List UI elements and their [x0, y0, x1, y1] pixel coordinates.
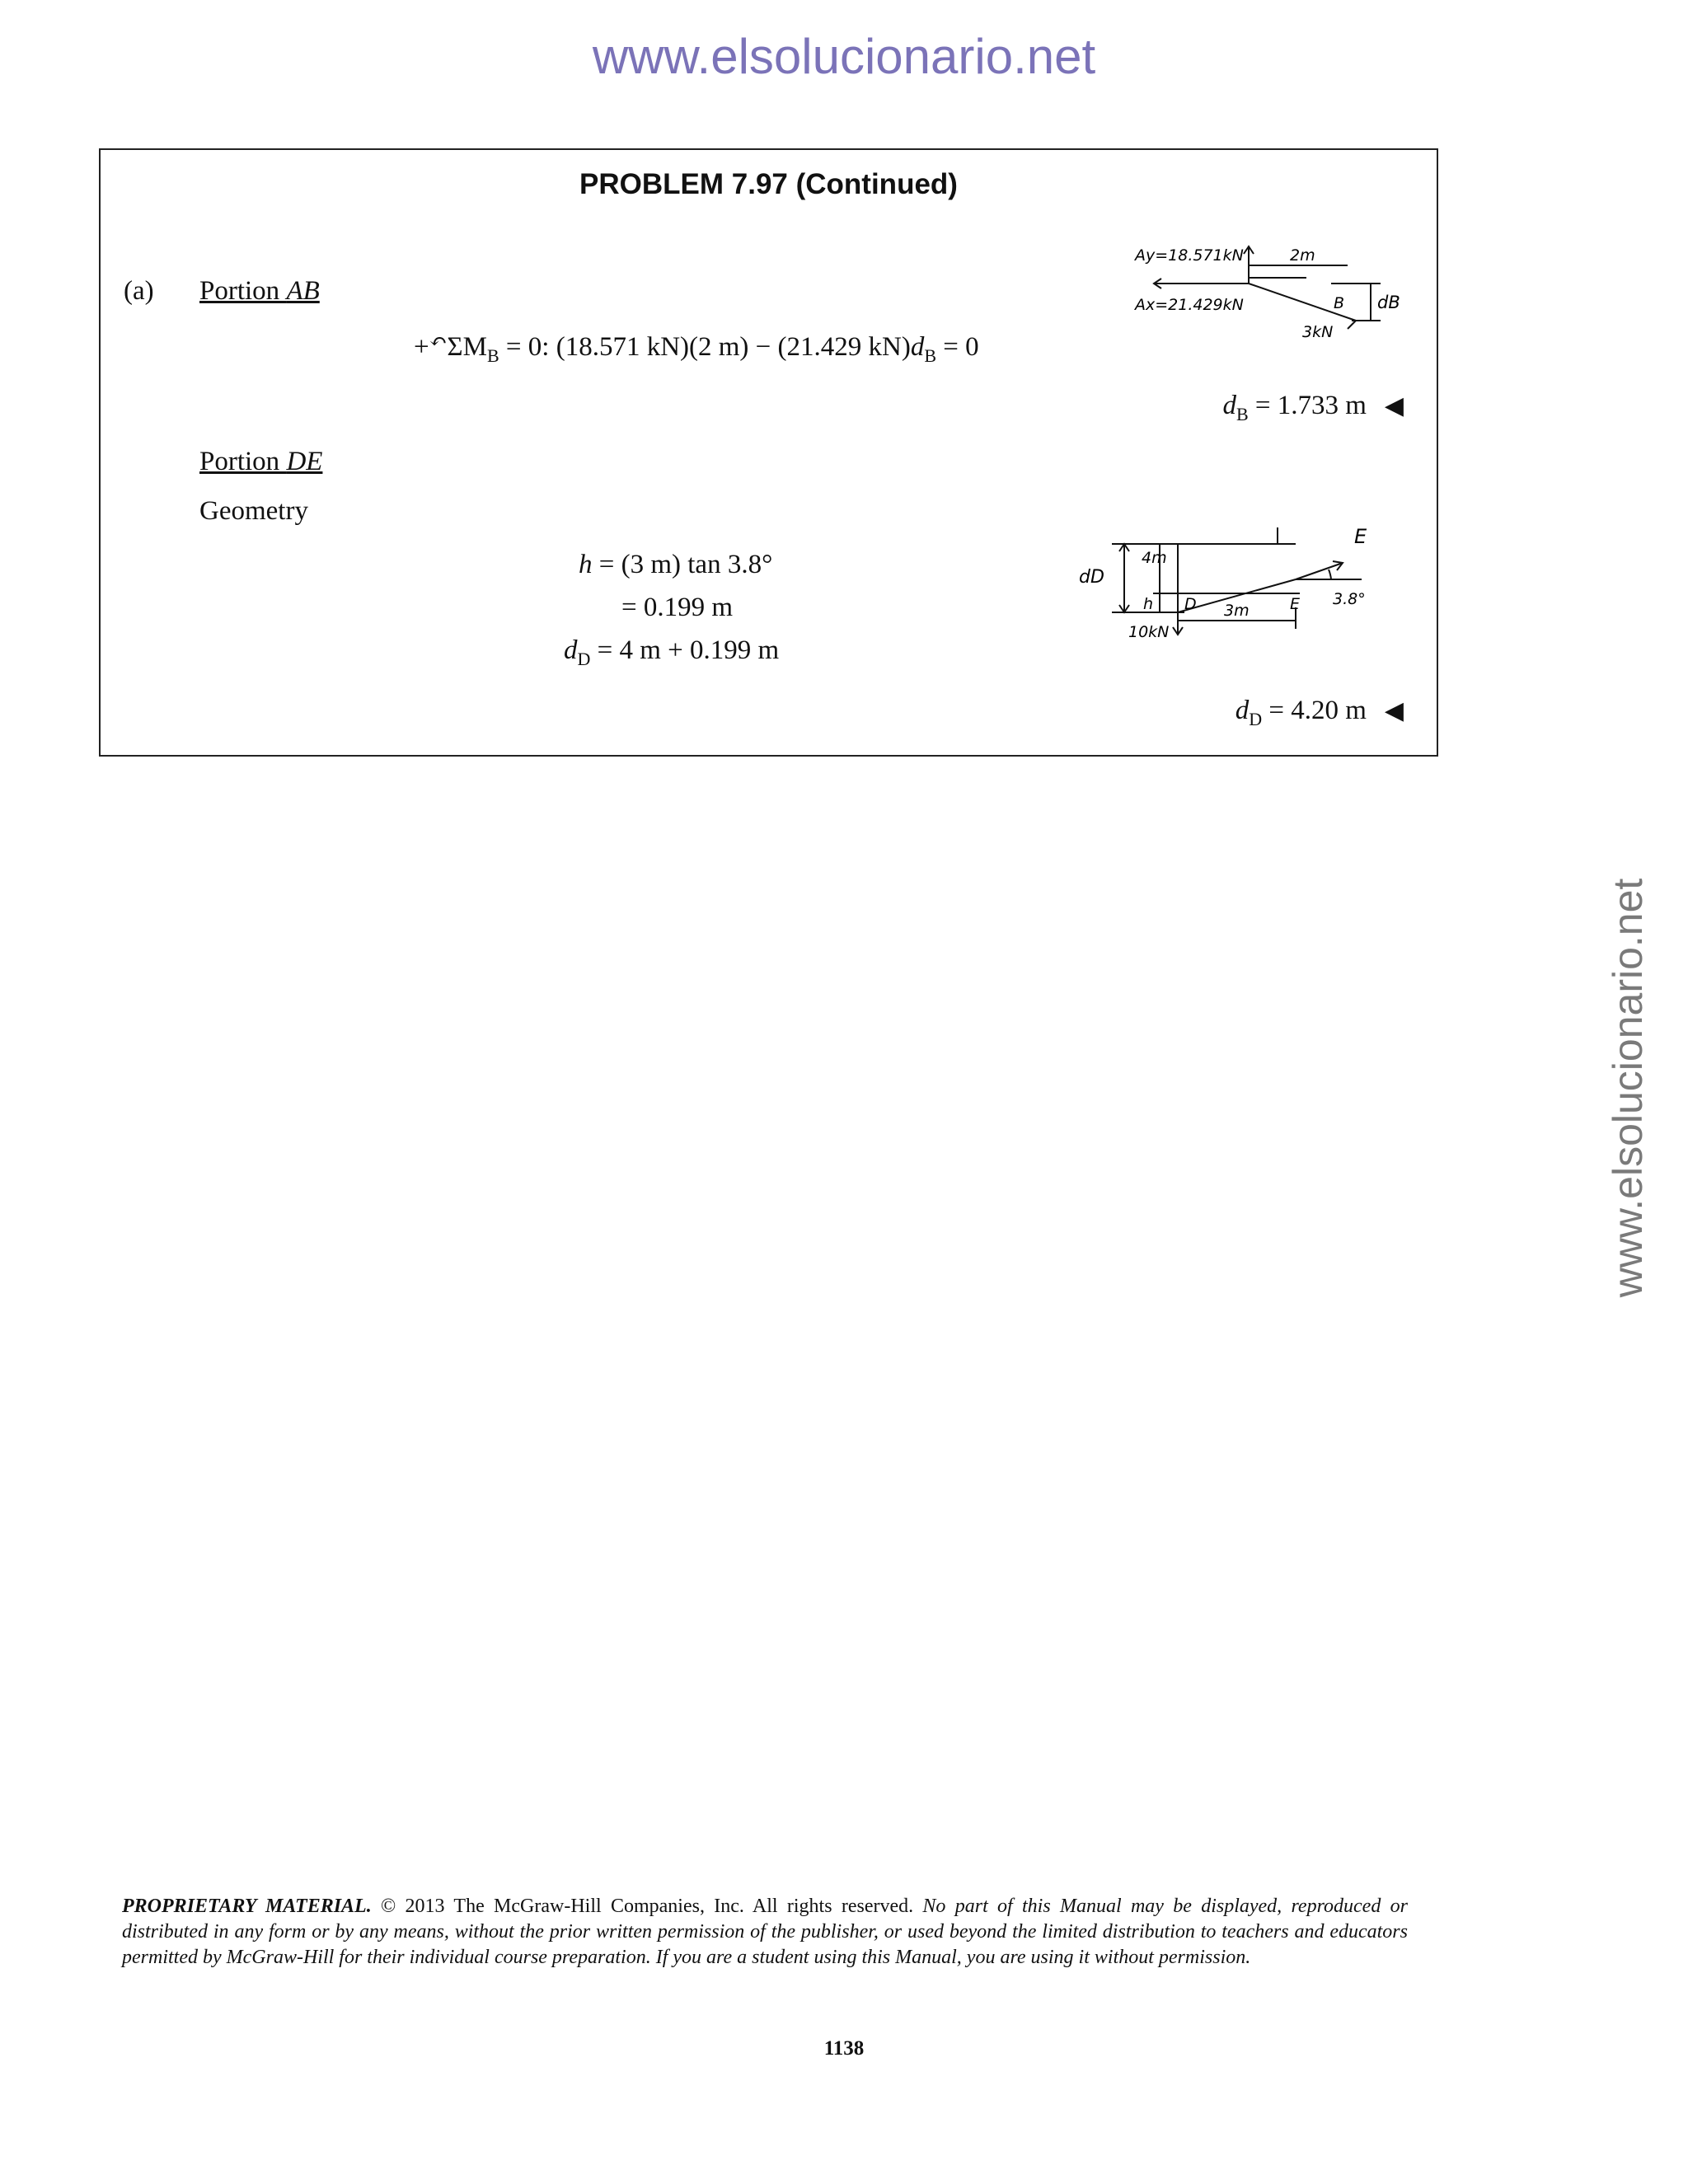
label-3m: 3m [1224, 602, 1250, 620]
moment-sign: + [414, 332, 429, 362]
watermark-side: www.elsolucionario.net [1605, 878, 1651, 1298]
result-dd: $d_D = 4.20$ m ◀ [1235, 696, 1404, 729]
answer-marker-icon: ◀ [1384, 697, 1404, 724]
copyright-footer: PROPRIETARY MATERIAL. © 2013 The McGraw-Hill Companies, Inc. All rights reserved. No part of this Manual may be displayed, reproduced or distributed in any form or by any means, without the prior written permission of the publisher, or used beyond the limited distribution to teachers and educators permitted by McGraw-Hill for their individual course preparation. If you are a student using this Manual, you are using it without permission. [122, 1896, 1408, 1968]
ccw-arrow-icon: ↶ [429, 330, 448, 354]
answer-marker-icon: ◀ [1384, 392, 1404, 419]
fbd-portion-ab [1133, 242, 1414, 341]
label-ay: Ay=18.571kN [1135, 246, 1244, 265]
label-force-e: E [1354, 525, 1367, 548]
heading-portion-de: Portion DE [199, 447, 323, 476]
label-db: dB [1377, 293, 1400, 312]
label-e: E [1290, 595, 1301, 613]
label-2m: 2m [1290, 246, 1315, 265]
problem-box [99, 148, 1438, 757]
label-3kn: 3kN [1302, 323, 1334, 341]
label-angle: 3.8° [1333, 590, 1366, 608]
watermark-top: www.elsolucionario.net [592, 29, 1096, 84]
label-b: B [1334, 294, 1345, 312]
geometry-line-1: h = (3 m) tan 3.8° [579, 550, 773, 579]
geometry-line-2: = 0.199 m [621, 593, 734, 622]
page-number: 1138 [823, 2037, 865, 2060]
moment-equation: $+^↶\Sigma M_B = 0$: (18.571 kN)(2 m) − (21.429 $kN)d_B = 0$ [414, 330, 979, 366]
label-d: D [1184, 595, 1197, 613]
geometry-line-3: $d_D = 4$ m + 0.199 m [564, 635, 780, 669]
result-db: $d_B = 1.733$ m ◀ [1222, 391, 1404, 424]
problem-title: PROBLEM 7.97 (Continued) [579, 168, 958, 200]
label-dd: dD [1079, 567, 1104, 588]
geometry-label: Geometry [199, 496, 308, 526]
label-10kn: 10kN [1128, 623, 1170, 641]
fbd-portion-de [1077, 523, 1506, 647]
heading-portion-ab: Portion AB [199, 276, 320, 306]
label-ax: Ax=21.429kN [1135, 296, 1244, 314]
label-4m: 4m [1142, 549, 1167, 567]
part-label: (a) [124, 276, 154, 306]
label-h: h [1143, 595, 1154, 613]
